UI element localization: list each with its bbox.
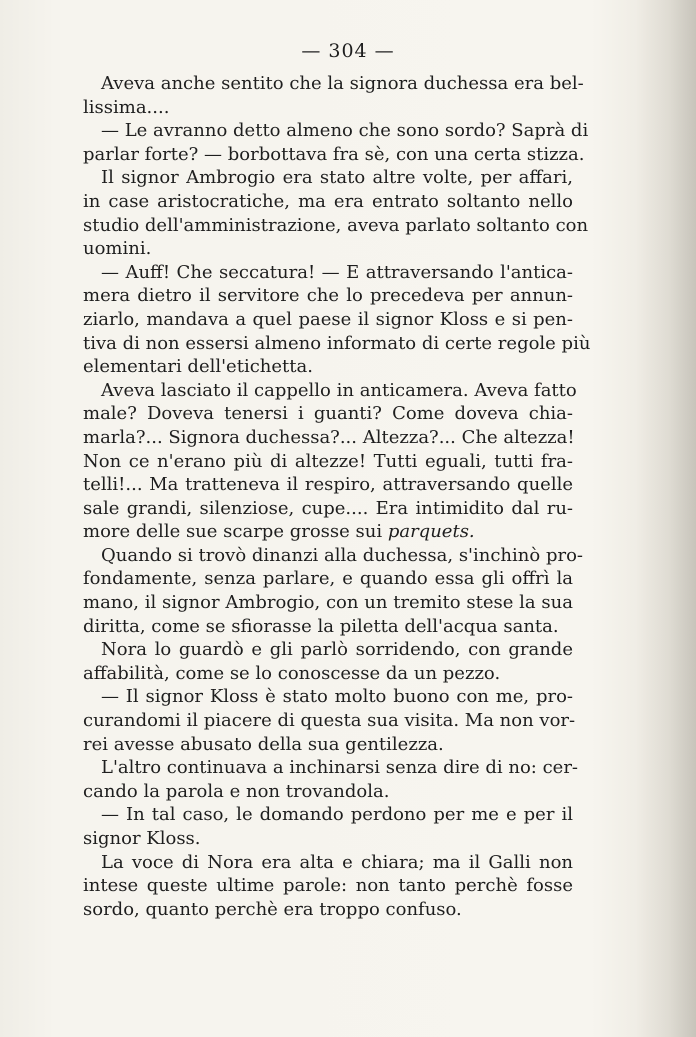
text-line <box>83 780 573 804</box>
text-line-content: mano, il signor Ambrogio, con un tremito stese la sua <box>83 592 573 614</box>
text-line-content: L'altro continuava a inchinarsi senza dire di no: cer- <box>101 757 579 779</box>
text-line-content: — Le avranno detto almeno che sono sordo? Saprà di <box>101 120 589 142</box>
text-line <box>83 166 573 190</box>
text-line-content: intese queste ultime parole: non tanto perchè fosse <box>83 875 573 897</box>
text-line-content: Aveva lasciato il cappello in anticamera. Aveva fatto <box>101 379 577 401</box>
text-line <box>83 733 573 757</box>
text-line <box>83 520 573 544</box>
text-line-content: curandomi il piacere di questa sua visita. Ma non vor- <box>83 710 576 732</box>
text-line <box>83 237 573 261</box>
text-line <box>83 544 583 568</box>
text-line-content: in case aristocratiche, ma era entrato soltanto nello <box>83 190 573 212</box>
text-line-content: elementari dell'etichetta. <box>83 356 313 378</box>
text-line-content: Quando si trovò dinanzi alla duchessa, s'inchinò pro- <box>101 544 583 566</box>
text-line-content: cando la parola e non trovandola. <box>83 780 390 802</box>
text-line <box>83 450 573 474</box>
text-line-content: — In tal caso, le domando perdono per me e per il <box>101 804 573 826</box>
text-line-content: uomini. <box>83 238 152 260</box>
text-line-content: tiva di non essersi almeno informato di certe regole più <box>83 332 591 354</box>
text-line-content: male? Doveva tenersi i guanti? Come doveva chia- <box>83 403 573 425</box>
text-line-content: mera dietro il servitore che lo precedeva per annun- <box>83 285 573 307</box>
text-line-content: ziarlo, mandava a quel paese il signor Kloss e si pen- <box>83 308 573 330</box>
text-line <box>83 591 573 615</box>
text-line-content: rei avesse abusato della sua gentilezza. <box>83 733 444 755</box>
text-line-content: Non ce n'erano più di altezze! Tutti eguali, tutti fra- <box>83 450 573 472</box>
text-line <box>83 96 573 120</box>
text-line <box>83 685 573 709</box>
text-line <box>83 143 585 167</box>
text-line-content: diritta, come se sfiorasse la piletta dell'acqua santa. <box>83 615 559 637</box>
text-line <box>83 332 591 356</box>
text-line-content: more delle sue scarpe grosse sui <box>83 521 388 543</box>
text-line <box>83 473 573 497</box>
text-line <box>83 190 573 214</box>
text-line-content: sale grandi, silenziose, cupe.... Era intimidito dal ru- <box>83 497 573 519</box>
text-line-content: studio dell'amministrazione, aveva parlato soltanto con <box>83 214 589 236</box>
text-line-content: sordo, quanto perchè era troppo confuso. <box>83 898 462 920</box>
text-line <box>83 284 573 308</box>
text-line <box>83 874 573 898</box>
italic-word: parquets. <box>387 521 475 543</box>
text-line <box>83 638 573 662</box>
text-line <box>83 72 584 96</box>
text-line-content: — Auff! Che seccatura! — E attraversando l'antica- <box>101 261 573 283</box>
text-line-content: fondamente, senza parlare, e quando essa gli offrì la <box>83 568 573 590</box>
text-line <box>83 827 573 851</box>
text-line <box>83 119 589 143</box>
text-line <box>83 214 589 238</box>
page-number: — 304 — <box>301 40 395 62</box>
text-line <box>83 379 577 403</box>
text-line-content: — Il signor Kloss è stato molto buono con me, pro- <box>101 686 573 708</box>
text-line <box>83 261 573 285</box>
text-line <box>83 426 573 450</box>
text-line-content: marla?... Signora duchessa?... Altezza?... Che altezza! <box>83 426 575 448</box>
page-edge-shadow <box>636 0 696 1037</box>
text-line-content: affabilità, come se lo conoscesse da un pezzo. <box>83 662 501 684</box>
text-line-content: Aveva anche sentito che la signora duchessa era bel- <box>101 73 584 94</box>
text-line <box>83 898 573 922</box>
text-line <box>83 615 573 639</box>
text-line-content: telli!... Ma tratteneva il respiro, attraversando quelle <box>83 474 573 496</box>
text-line <box>83 756 579 780</box>
text-line <box>83 662 573 686</box>
text-line <box>83 567 573 591</box>
text-line-content: Nora lo guardò e gli parlò sorridendo, con grande <box>101 639 573 661</box>
text-line-content: signor Kloss. <box>83 828 201 849</box>
text-line-content: Il signor Ambrogio era stato altre volte, per affari, <box>101 167 573 189</box>
text-line <box>83 308 573 332</box>
text-line-content: lissima.... <box>83 96 170 118</box>
text-line-content: parlar forte? — borbottava fra sè, con una certa stizza. <box>83 143 585 165</box>
text-line-content: La voce di Nora era alta e chiara; ma il Galli non <box>101 851 573 873</box>
text-line <box>83 497 573 521</box>
text-line <box>83 709 576 733</box>
body-text <box>83 72 591 921</box>
text-line <box>83 402 573 426</box>
text-line <box>83 851 573 875</box>
text-line <box>83 803 573 827</box>
text-line <box>83 355 573 379</box>
